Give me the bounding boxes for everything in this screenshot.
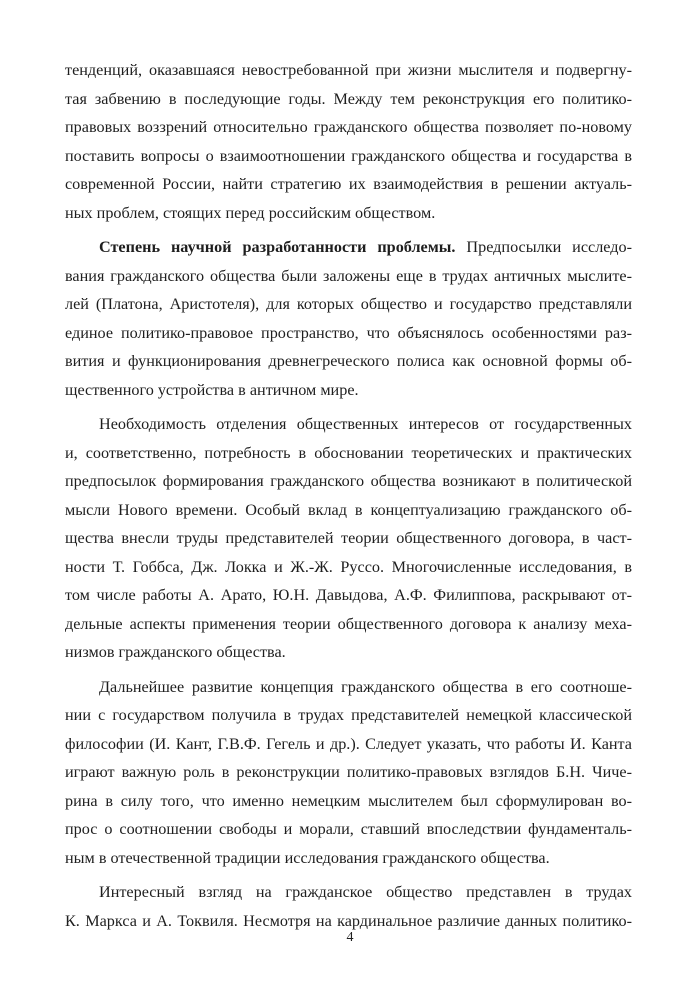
text-line: К. Маркса и А. Токвиля. Несмотря на кардинальное различие данных политико- — [65, 911, 632, 930]
text-line: вития и функционирования древнегреческого полиса как основной формы об- — [65, 352, 632, 370]
text-line: ным в отечественной традиции исследования гражданского общества. — [65, 848, 550, 867]
text-line: тенденций, оказавшаяся невостребованной при жизни мыслителя и подвергну- — [65, 61, 632, 79]
paragraph-4 — [65, 673, 632, 873]
text-line-rest: Предпосылки исследо- — [455, 238, 632, 256]
text-line: щества внесли труды представителей теории общественного договора, в част- — [65, 529, 632, 547]
text-line: Необходимость отделения общественных интересов от государственных — [99, 415, 632, 433]
text-line: вания гражданского общества были заложены еще в трудах античных мыслите- — [65, 266, 632, 285]
body-text — [65, 56, 632, 935]
text-line: том числе работы А. Арато, Ю.Н. Давыдова, А.Ф. Филиппова, раскрывают от- — [65, 586, 632, 604]
page-number: 4 — [346, 930, 354, 945]
paragraph-5 — [65, 878, 632, 935]
text-line: и, соответственно, потребность в обосновании теоретических и практических — [65, 443, 632, 462]
text-line: единое политико-правовое пространство, что объяснялось особенностями раз- — [65, 323, 632, 342]
text-line: тая забвению в последующие годы. Между тем реконструкция его политико- — [65, 89, 632, 108]
text-line: дельные аспекты применения теории общественного договора к анализу меха- — [65, 614, 632, 633]
text-line: мысли Нового времени. Особый вклад в концептуализацию гражданского об- — [65, 500, 632, 519]
text-line: правовых воззрений относительно гражданского общества позволяет по-новому — [65, 118, 632, 136]
section-heading: Степень научной разработанности проблемы. — [99, 238, 456, 256]
text-line: предпосылок формирования гражданского общества возникают в политической — [65, 472, 632, 490]
text-line: играют важную роль в реконструкции политико-правовых взглядов Б.Н. Чиче- — [65, 763, 632, 781]
text-line: низмов гражданского общества. — [65, 643, 286, 661]
text-line: ности Т. Гоббса, Дж. Локка и Ж.-Ж. Руссо. Многочисленные исследования, в — [65, 557, 632, 576]
text-line: ных проблем, стоящих перед российским обществом. — [65, 203, 436, 222]
text-line: рина в силу того, что именно немецким мыслителем был сформулирован во- — [65, 791, 632, 810]
text-line: прос о соотношении свободы и морали, ставший впоследствии фундаменталь- — [65, 820, 632, 838]
text-line: Дальнейшее развитие концепция гражданского общества в его соотноше- — [99, 677, 632, 696]
text-line: щественного устройства в античном мире. — [65, 380, 359, 399]
text-line: Интересный взгляд на гражданское общество представлен в трудах — [99, 883, 632, 901]
paragraph-2 — [65, 233, 632, 404]
paragraph-3 — [65, 410, 632, 667]
text-line — [65, 233, 632, 262]
paragraph-1 — [65, 56, 632, 227]
text-line: лей (Платона, Аристотеля), для которых общество и государство представляли — [65, 295, 632, 313]
text-line: современной России, найти стратегию их взаимодействия в решении актуаль- — [65, 175, 632, 193]
text-line: философии (И. Кант, Г.В.Ф. Гегель и др.). Следует указать, что работы И. Канта — [65, 734, 632, 753]
text-line: поставить вопросы о взаимоотношении гражданского общества и государства в — [65, 146, 632, 165]
text-line: нии с государством получила в трудах представителей немецкой классической — [65, 706, 632, 724]
